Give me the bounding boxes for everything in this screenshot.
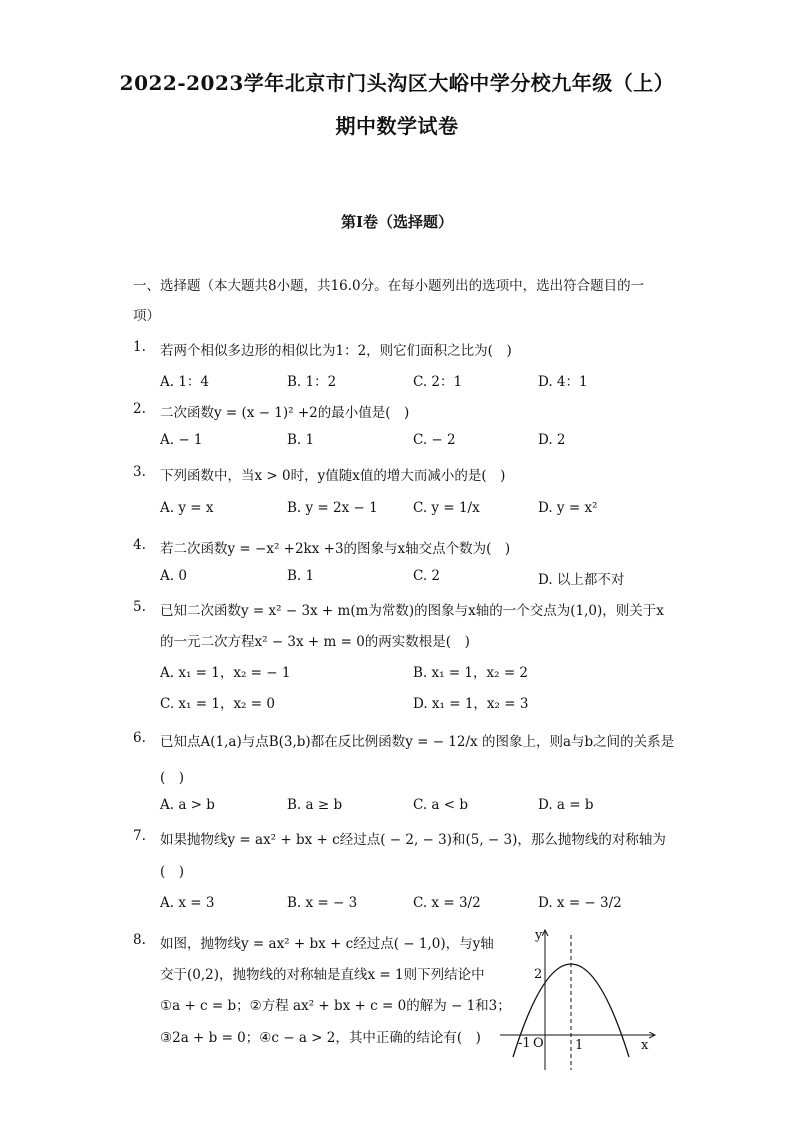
question-stem-cont: ③2a + b = 0；④c − a > 2，其中正确的结论有( ) [160,1030,481,1046]
question-number: 4. [133,537,146,553]
option-b: B. 1：2 [287,374,337,390]
option-b: B. 1 [287,568,315,584]
section-instructions: 一、选择题（本大题共8小题，共16.0分。在每小题列出的选项中，选出符合题目的一项） [133,278,645,324]
exam-title-line2: 期中数学试卷 [335,114,459,138]
option-b: B. y = 2x − 1 [287,500,378,516]
option-d: D. x = − 3/2 [538,895,622,911]
question-stem-cont: 的一元二次方程x² − 3x + m = 0的两实数根是( ) [160,634,470,650]
neg-one-label: -1 [518,1036,531,1051]
option-c: C. 2 [413,568,441,584]
question-stem: 如图，抛物线y = ax² + bx + c经过点( − 1,0)，与y轴 [160,936,494,952]
x-axis-label: x [641,1038,649,1053]
option-a: A. x₁ = 1，x₂ = − 1 [160,665,291,681]
question-stem: 已知点A(1,a)与点B(3,b)都在反比例函数y = − 12/x 的图象上，则a与b之间的关系是 [160,734,675,750]
option-b: B. x₁ = 1，x₂ = 2 [413,665,529,681]
question-number: 7. [133,828,146,844]
parabola-figure [495,925,665,1075]
option-c: C. x = 3/2 [413,895,481,911]
option-a: A. 0 [160,568,187,584]
section-title: 第Ⅰ卷（选择题） [340,213,454,231]
option-c: C. a < b [413,797,469,813]
question-stem-cont: ( ) [160,770,185,786]
question-stem-cont: ( ) [160,864,185,880]
option-a: A. y = x [160,500,214,516]
option-a: A. 1：4 [160,374,210,390]
option-a: A. a > b [160,797,215,813]
question-number: 8. [133,932,146,948]
option-c: C. 2：1 [413,374,463,390]
option-d: D. 4：1 [538,374,588,390]
question-stem: 二次函数y = (x − 1)² +2的最小值是( ) [160,405,410,421]
origin-label: O [533,1036,544,1051]
question-stem: 若两个相似多边形的相似比为1：2，则它们面积之比为( ) [160,343,512,359]
question-number: 2. [133,401,146,417]
option-b: B. a ≥ b [287,797,343,813]
question-number: 1. [133,339,146,355]
exam-title-line1: 2022-2023学年北京市门头沟区大峪中学分校九年级（上） [119,71,675,95]
option-c: C. − 2 [413,432,456,448]
option-c: C. y = 1/x [413,500,480,516]
option-d: D. 以上都不对 [538,572,625,588]
question-stem-cont: 交于(0,2)，抛物线的对称轴是直线x = 1则下列结论中 [160,967,485,983]
option-d: D. y = x² [538,500,598,516]
option-d: D. x₁ = 1，x₂ = 3 [413,696,529,712]
option-d: D. 2 [538,432,566,448]
question-number: 3. [133,464,146,480]
option-b: B. x = − 3 [287,895,358,911]
question-stem: 如果抛物线y = ax² + bx + c经过点( − 2, − 3)和(5, − 3)，那么抛物线的对称轴为 [160,832,666,848]
one-label: 1 [575,1038,584,1053]
question-stem: 下列函数中，当x > 0时，y值随x值的增大而减小的是( ) [160,468,506,484]
question-number: 5. [133,599,146,615]
option-a: A. − 1 [160,432,203,448]
question-stem-cont: ①a + c = b；②方程 ax² + bx + c = 0的解为 − 1和3； [160,998,511,1014]
y-axis-label: y [535,928,543,943]
option-d: D. a = b [538,797,594,813]
question-number: 6. [133,730,146,746]
option-c: C. x₁ = 1，x₂ = 0 [160,696,275,712]
question-stem: 已知二次函数y = x² − 3x + m(m为常数)的图象与x轴的一个交点为(1,0)，则关于x [160,603,664,619]
option-a: A. x = 3 [160,895,215,911]
option-b: B. 1 [287,432,315,448]
y-intercept-label: 2 [534,967,543,982]
question-stem: 若二次函数y = −x² +2kx +3的图象与x轴交点个数为( ) [160,541,511,557]
